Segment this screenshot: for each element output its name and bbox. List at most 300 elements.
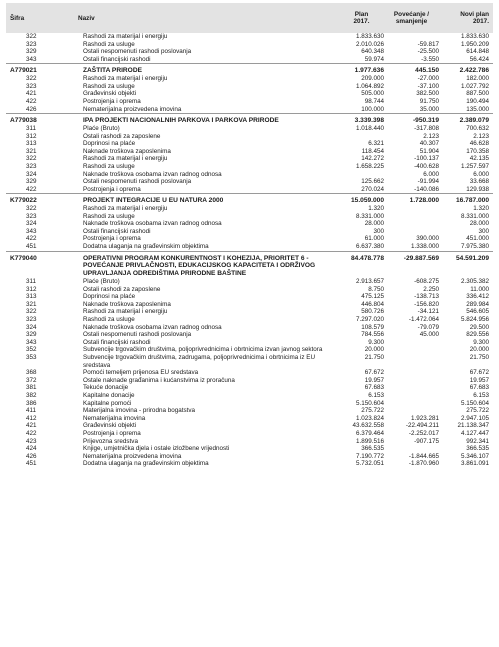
table-row [6, 415, 493, 423]
row-new-plan: 135.000 [466, 105, 489, 113]
row-plan: 366.535 [361, 445, 384, 453]
row-new-plan: 1.320 [473, 205, 489, 213]
row-new-plan: 6.000 [473, 170, 489, 178]
row-new-plan: 5.150.604 [460, 399, 489, 407]
row-code: 422 [26, 235, 37, 243]
row-new-plan: 2.947.105 [460, 414, 489, 422]
row-name: Rashodi za materijal i energiju [83, 155, 168, 163]
row-change [388, 407, 443, 415]
table-row [6, 33, 493, 41]
row-plan: 61.000 [364, 235, 384, 243]
row-name: Pomoći temeljem prijenosa EU sredstava [83, 369, 199, 377]
table-row [6, 384, 493, 392]
row-code: 324 [26, 323, 37, 331]
table-row [6, 163, 493, 171]
row-new-plan: 29.500 [469, 323, 489, 331]
row-change: -25.500 [417, 48, 439, 56]
row-new-plan: 289.984 [466, 300, 489, 308]
row-plan: 84.478.778 [343, 251, 388, 278]
row-plan: 7.297.020 [355, 316, 384, 323]
table-row [6, 453, 493, 461]
table-row [6, 228, 493, 236]
row-code: 322 [26, 75, 37, 83]
row-code: 451 [26, 460, 37, 468]
row-change: 35.000 [419, 105, 439, 113]
row-plan: 1.023.824 [355, 414, 384, 422]
row-plan: 20.000 [364, 346, 384, 354]
table-row [6, 286, 493, 294]
table-row [6, 400, 493, 408]
row-name: Ostali rashodi za zaposlene [83, 132, 161, 140]
row-name: Nematerijalna imovina [83, 414, 146, 422]
table-row [6, 106, 493, 114]
row-plan: 6.321 [368, 140, 384, 148]
header-change: Povećanje / smanjenje [393, 11, 430, 25]
row-name: Ostale naknade građanima i kućanstvima iz proračuna [83, 376, 235, 384]
row-plan: 300 [373, 227, 384, 235]
row-new-plan: 1.950.209 [460, 40, 489, 48]
row-code: 368 [26, 369, 37, 377]
table-row [6, 369, 493, 377]
row-change: -34.121 [417, 308, 439, 316]
row-code: 323 [26, 82, 37, 90]
row-code: 422 [26, 185, 37, 193]
row-new-plan: 5.824.956 [460, 316, 489, 323]
table-row [6, 98, 493, 106]
row-plan: 270.024 [361, 185, 384, 193]
row-code: 324 [26, 170, 37, 178]
row-change: -59.817 [417, 40, 439, 48]
row-plan: 100.000 [361, 105, 384, 113]
row-new-plan: 20.000 [469, 346, 489, 354]
row-name: Postrojenja i oprema [83, 235, 141, 243]
row-new-plan: 546.605 [466, 308, 489, 316]
row-change [388, 346, 443, 354]
row-new-plan: 190.494 [466, 97, 489, 105]
row-change: 382.500 [416, 90, 439, 98]
row-name: Subvencije trgovačkim društvima, zadrugama, poljoprivrednicima i obrtnicima iz EU sredstava [83, 353, 316, 369]
row-code: 323 [26, 162, 37, 170]
table-row [6, 438, 493, 446]
row-change: 1.728.000 [388, 194, 443, 205]
row-name: Postrojenja i oprema [83, 429, 141, 437]
table-row [6, 293, 493, 301]
row-change: -29.887.569 [388, 251, 443, 278]
row-name: IPA PROJEKTI NACIONALNIH PARKOVA I PARKOVA PRIRODE [72, 114, 343, 125]
row-code: 323 [26, 316, 37, 323]
row-change [388, 213, 443, 221]
row-plan: 1.064.892 [355, 82, 384, 90]
row-change: -22.494.211 [405, 422, 439, 430]
row-change [388, 354, 443, 369]
row-new-plan: 7.975.380 [460, 243, 489, 251]
row-plan: 9.300 [368, 338, 384, 346]
table-row [6, 392, 493, 400]
row-code: 321 [26, 147, 37, 155]
row-code: 451 [26, 243, 37, 251]
table-row [6, 430, 493, 438]
row-name: Ostali nespomenuti rashodi poslovanja [83, 178, 192, 186]
row-code: 381 [26, 384, 37, 392]
row-code: 343 [26, 227, 37, 235]
row-plan: 1.977.636 [343, 64, 388, 75]
row-change: -2.252.017 [408, 429, 439, 437]
row-new-plan: 182.000 [466, 75, 489, 83]
row-plan: 15.059.000 [343, 194, 388, 205]
row-name: Nematerijalna proizvedena imovina [83, 452, 182, 460]
row-new-plan: 1.257.597 [460, 162, 489, 170]
row-new-plan: 8.331.000 [460, 212, 489, 220]
row-new-plan: 5.346.107 [460, 452, 489, 460]
row-change: -138.713 [414, 293, 439, 301]
row-change: -37.100 [417, 82, 439, 90]
row-new-plan: 46.628 [469, 140, 489, 148]
row-plan: 6.637.380 [355, 243, 384, 251]
row-name: Rashodi za usluge [83, 162, 135, 170]
row-name: Doprinosi na plaće [83, 140, 136, 148]
section-row [6, 194, 493, 205]
row-name: Kapitalne donacije [83, 391, 135, 399]
row-plan: 28.000 [364, 220, 384, 228]
row-code: 322 [26, 155, 37, 163]
table-body [6, 33, 493, 468]
row-code: 312 [26, 132, 37, 140]
row-new-plan: 129.938 [466, 185, 489, 193]
row-code: 382 [26, 391, 37, 399]
row-plan: 118.454 [361, 147, 384, 155]
section-row [6, 114, 493, 125]
row-change [388, 377, 443, 385]
table-row [6, 90, 493, 98]
row-change [388, 228, 443, 236]
row-name: Naknade troškova osobama izvan radnog odnosa [83, 170, 222, 178]
header-plan: Plan 2017. [353, 11, 370, 25]
row-code: 322 [26, 33, 37, 40]
row-new-plan: 21.750 [469, 353, 489, 361]
table-row [6, 213, 493, 221]
row-name: Ostali financijski rashodi [83, 55, 151, 63]
row-new-plan: 11.000 [470, 285, 489, 293]
row-code: 321 [26, 300, 37, 308]
table-row [6, 243, 493, 251]
row-code: 411 [26, 407, 37, 415]
table-row [6, 354, 493, 369]
row-new-plan: 1.833.630 [460, 33, 489, 40]
row-new-plan: 366.535 [466, 445, 489, 453]
row-name: PROJEKT INTEGRACIJE U EU NATURA 2000 [72, 194, 343, 205]
row-change: -608.275 [414, 278, 439, 286]
row-change: -950.319 [388, 114, 443, 125]
table-row [6, 140, 493, 148]
row-code: 421 [26, 422, 37, 430]
row-code: A779038 [6, 114, 72, 125]
row-name: Rashodi za usluge [83, 316, 135, 323]
row-plan: 640.348 [361, 48, 384, 56]
row-plan: 446.804 [361, 300, 384, 308]
row-code: 372 [26, 376, 37, 384]
section-row [6, 251, 493, 278]
row-name: Rashodi za materijal i energiju [83, 205, 168, 213]
row-new-plan: 614.848 [466, 48, 489, 56]
row-change: 2.123 [423, 132, 439, 140]
row-code: 422 [26, 97, 37, 105]
row-code: 311 [26, 278, 37, 286]
table-row [6, 422, 493, 430]
row-plan: 125.662 [361, 178, 384, 186]
row-name: Rashodi za materijal i energiju [83, 75, 168, 83]
row-plan: 8.750 [368, 285, 384, 293]
row-new-plan: 16.787.000 [443, 194, 493, 205]
header-code: Šifra [10, 14, 25, 22]
row-change: 1.923.281 [410, 414, 439, 422]
row-code: 311 [26, 124, 37, 132]
row-new-plan: 2.123 [473, 132, 489, 140]
row-code: 323 [26, 212, 37, 220]
row-plan: 3.339.398 [343, 114, 388, 125]
row-code: 322 [26, 205, 37, 213]
row-change [388, 384, 443, 392]
row-plan: 784.556 [361, 331, 384, 339]
row-name: Nematerijalna proizvedena imovina [83, 105, 182, 113]
row-name: Ostali rashodi za zaposlene [83, 285, 161, 293]
table-row [6, 56, 493, 64]
row-name: Naknade troškova zaposlenima [83, 147, 171, 155]
row-plan: 67.683 [364, 384, 384, 392]
row-new-plan: 54.591.209 [443, 251, 493, 278]
row-change [388, 400, 443, 408]
row-code: K779040 [6, 251, 72, 278]
table-header [6, 3, 493, 33]
row-plan: 7.190.772 [355, 452, 384, 460]
row-change: -100.137 [414, 155, 439, 163]
row-new-plan: 28.000 [469, 220, 489, 228]
table-row [6, 205, 493, 213]
row-code: 312 [26, 285, 37, 293]
row-plan: 1.018.440 [355, 124, 384, 132]
row-code: 353 [26, 353, 37, 361]
row-new-plan: 829.556 [466, 331, 489, 339]
section-row [6, 64, 493, 75]
row-new-plan: 9.300 [473, 338, 489, 346]
table-row [6, 155, 493, 163]
row-change [388, 445, 443, 453]
table-row [6, 301, 493, 309]
row-name: Kapitalne pomoći [83, 399, 132, 407]
row-name: Materijalna imovina - prirodna bogatstva [83, 407, 196, 415]
row-change [388, 220, 443, 228]
row-change: 390.000 [416, 235, 439, 243]
row-new-plan: 33.668 [469, 178, 489, 186]
row-change: -156.820 [414, 300, 439, 308]
row-change: 445.150 [388, 64, 443, 75]
row-code: 424 [26, 445, 37, 453]
row-plan: 1.658.225 [355, 162, 384, 170]
row-change [388, 392, 443, 400]
row-name: Rashodi za usluge [83, 82, 135, 90]
table-row [6, 460, 493, 468]
table-row [6, 308, 493, 316]
row-name: Tekuće donacije [83, 384, 129, 392]
table-row [6, 186, 493, 194]
table-row [6, 125, 493, 133]
row-change [388, 205, 443, 213]
row-code: 426 [26, 452, 37, 460]
row-new-plan: 67.672 [469, 369, 489, 377]
row-change: -1.472.064 [408, 316, 439, 323]
row-new-plan: 19.957 [469, 376, 489, 384]
row-plan: 5.732.051 [355, 460, 384, 468]
row-new-plan: 451.000 [466, 235, 489, 243]
row-code: 421 [26, 90, 37, 98]
row-plan: 209.000 [361, 75, 384, 83]
row-code: 324 [26, 220, 37, 228]
table-row [6, 171, 493, 179]
row-code: 426 [26, 105, 37, 113]
row-code: 322 [26, 308, 37, 316]
row-name: Plaće (Bruto) [83, 278, 120, 286]
row-change: -27.000 [417, 75, 439, 83]
row-new-plan: 6.153 [473, 391, 489, 399]
row-name: Subvencije trgovačkim društvima, poljoprivrednicima i obrtnicima izvan javnog sektora [83, 346, 323, 354]
row-new-plan: 4.127.447 [460, 429, 489, 437]
table-row [6, 75, 493, 83]
table-row [6, 178, 493, 186]
table-row [6, 148, 493, 156]
header-new-plan: Novi plan 2017. [460, 11, 489, 25]
budget-table-page [6, 0, 493, 468]
row-change [388, 339, 443, 347]
row-change: -907.175 [414, 437, 439, 445]
row-plan: 505.000 [361, 90, 384, 98]
row-plan: 6.153 [368, 391, 384, 399]
row-name: Građevinski objekti [83, 90, 137, 98]
row-change: -400.628 [414, 162, 439, 170]
row-name: ZAŠTITA PRIRODE [72, 64, 343, 75]
row-code: K779022 [6, 194, 72, 205]
row-name: Naknade troškova osobama izvan radnog odnosa [83, 220, 222, 228]
row-code: 386 [26, 399, 37, 407]
table-row [6, 278, 493, 286]
row-name: Ostali financijski rashodi [83, 227, 151, 235]
row-new-plan: 300 [478, 227, 489, 235]
row-change: -317.808 [414, 124, 439, 132]
table-row [6, 324, 493, 332]
row-new-plan: 56.424 [469, 55, 489, 63]
table-row [6, 331, 493, 339]
row-plan: 43.632.558 [352, 422, 384, 430]
row-name: Postrojenja i oprema [83, 185, 141, 193]
row-plan: 2.913.657 [355, 278, 384, 286]
row-code: 313 [26, 293, 37, 301]
row-change: 40.307 [419, 140, 439, 148]
row-new-plan: 21.138.347 [457, 422, 489, 430]
row-name: Ostali nespomenuti rashodi poslovanja [83, 331, 192, 339]
table-row [6, 235, 493, 243]
row-new-plan: 42.135 [469, 155, 489, 163]
row-plan: 6.379.464 [355, 429, 384, 437]
row-code: 329 [26, 331, 37, 339]
row-change: -140.086 [414, 185, 439, 193]
row-name: Knjige, umjetnička djela i ostale izložbene vrijednosti [83, 445, 230, 453]
table-row [6, 41, 493, 49]
row-name: Doprinosi na plaće [83, 293, 136, 301]
row-name: Plaće (Bruto) [83, 124, 120, 132]
header-name: Naziv [78, 14, 95, 22]
row-name: Rashodi za usluge [83, 40, 135, 48]
row-new-plan: 2.305.382 [460, 278, 489, 286]
row-code: 329 [26, 48, 37, 56]
row-code: 313 [26, 140, 37, 148]
row-change: -3.550 [421, 55, 439, 63]
row-code: A779021 [6, 64, 72, 75]
budget-table [6, 33, 493, 468]
row-new-plan: 3.861.091 [460, 460, 489, 468]
row-change: 2.250 [423, 285, 439, 293]
row-name: Ostali nespomenuti rashodi poslovanja [83, 48, 192, 56]
row-change: -91.994 [417, 178, 439, 186]
row-plan [343, 171, 388, 179]
row-change [388, 369, 443, 377]
row-change [388, 33, 443, 41]
row-plan: 580.726 [361, 308, 384, 316]
row-plan: 1.833.630 [355, 33, 384, 40]
table-row [6, 133, 493, 141]
table-row [6, 48, 493, 56]
row-change: 1.338.000 [410, 243, 439, 251]
table-row [6, 316, 493, 324]
row-plan: 21.750 [364, 353, 384, 361]
row-name: Prijevozna sredstva [83, 437, 138, 445]
row-plan: 108.579 [361, 323, 384, 331]
row-name: Građevinski objekti [83, 422, 137, 430]
row-code: 343 [26, 338, 37, 346]
row-code: 422 [26, 429, 37, 437]
row-code: 323 [26, 40, 37, 48]
table-row [6, 445, 493, 453]
row-plan [343, 133, 388, 141]
row-plan: 2.010.026 [355, 40, 384, 48]
row-plan: 98.744 [364, 97, 384, 105]
row-new-plan: 887.500 [466, 90, 489, 98]
row-name: OPERATIVNI PROGRAM KONKURENTNOST I KOHEZIJA, PRIORITET 6 - POVEĆANJE PRIVLAČNOSTI, EDUKACIJSKOG KAPACITETA I ODRŽIVOG UPRAVLJANJA ODREDIŠTIMA PRIRODNE BAŠTINE [72, 251, 343, 278]
row-new-plan: 336.412 [466, 293, 489, 301]
row-code: 329 [26, 178, 37, 186]
row-plan: 1.320 [368, 205, 384, 213]
row-name: Rashodi za usluge [83, 212, 135, 220]
row-code: 343 [26, 55, 37, 63]
row-new-plan: 700.632 [466, 124, 489, 132]
row-new-plan: 1.027.792 [460, 82, 489, 90]
row-code: 352 [26, 346, 37, 354]
row-new-plan: 992.341 [466, 437, 489, 445]
row-plan: 8.331.000 [355, 212, 384, 220]
row-plan: 275.722 [361, 407, 384, 415]
row-name: Dodatna ulaganja na građevinskim objektima [83, 243, 209, 251]
row-change: -1.844.665 [408, 452, 439, 460]
row-code: 412 [26, 414, 37, 422]
row-plan: 5.150.604 [355, 399, 384, 407]
row-new-plan: 275.722 [466, 407, 489, 415]
row-plan: 1.899.516 [355, 437, 384, 445]
row-change: 51.904 [419, 147, 439, 155]
row-plan: 67.672 [364, 369, 384, 377]
table-row [6, 220, 493, 228]
row-name: Dodatna ulaganja na građevinskim objektima [83, 460, 209, 468]
row-plan: 142.272 [361, 155, 384, 163]
row-plan: 59.974 [364, 55, 384, 63]
row-new-plan: 67.683 [469, 384, 489, 392]
table-row [6, 83, 493, 91]
